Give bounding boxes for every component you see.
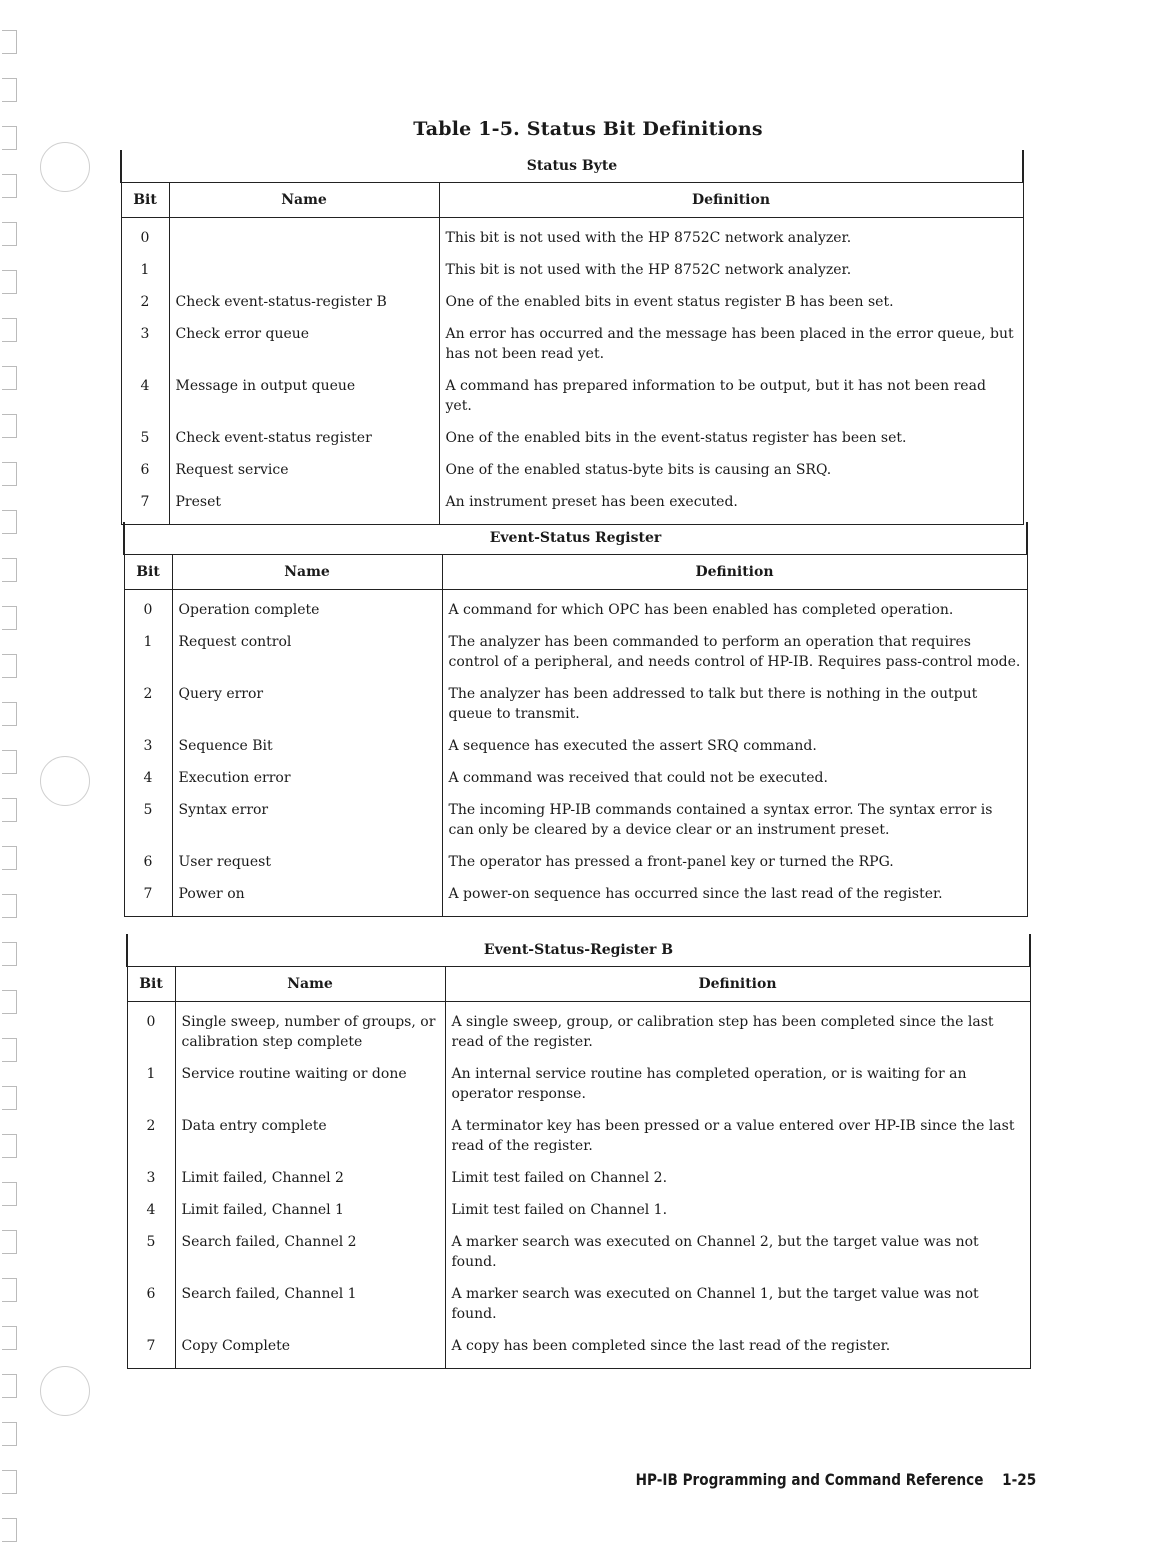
definition-cell: An error has occurred and the message has been placed in the error queue, but has not been read yet. <box>439 324 1023 376</box>
binding-mark <box>2 1038 17 1062</box>
column-header-definition: Definition <box>439 183 1023 218</box>
definition-cell: An instrument preset has been executed. <box>439 492 1023 525</box>
table-row <box>121 376 1023 428</box>
binding-mark <box>2 414 17 438</box>
name-cell: Check error queue <box>169 324 439 376</box>
definition-cell: A copy has been completed since the last read of the register. <box>445 1336 1030 1369</box>
section-heading: Event-Status Register <box>124 522 1027 555</box>
bit-cell: 2 <box>127 1116 175 1168</box>
binding-mark <box>2 1518 17 1542</box>
binding-mark <box>2 1134 17 1158</box>
table-row <box>127 1002 1030 1065</box>
table-row <box>127 1232 1030 1284</box>
table-row <box>124 852 1027 884</box>
bit-cell: 7 <box>127 1336 175 1369</box>
binding-mark <box>2 1182 17 1206</box>
binding-mark <box>2 1278 17 1302</box>
definition-cell: A sequence has executed the assert SRQ command. <box>442 736 1027 768</box>
bit-cell: 2 <box>124 684 172 736</box>
binding-mark <box>2 1086 17 1110</box>
definition-cell: The operator has pressed a front-panel key or turned the RPG. <box>442 852 1027 884</box>
table-row <box>127 1284 1030 1336</box>
name-cell: Search failed, Channel 2 <box>175 1232 445 1284</box>
bit-cell: 0 <box>124 590 172 633</box>
column-header-bit: Bit <box>121 183 169 218</box>
name-cell: Limit failed, Channel 2 <box>175 1168 445 1200</box>
bit-cell: 3 <box>124 736 172 768</box>
definition-cell: One of the enabled bits in the event-status register has been set. <box>439 428 1023 460</box>
name-cell: Request service <box>169 460 439 492</box>
table-row <box>127 1168 1030 1200</box>
binding-mark <box>2 1374 17 1398</box>
table-row <box>127 1200 1030 1232</box>
event-status-register-b-table <box>126 934 1031 1369</box>
column-header-name: Name <box>172 555 442 590</box>
definition-cell: One of the enabled bits in event status register B has been set. <box>439 292 1023 324</box>
name-cell: Search failed, Channel 1 <box>175 1284 445 1336</box>
bit-cell: 1 <box>124 632 172 684</box>
binding-mark <box>2 462 17 486</box>
name-cell <box>169 218 439 261</box>
table-row <box>124 768 1027 800</box>
definition-cell: The analyzer has been addressed to talk but there is nothing in the output queue to transmit. <box>442 684 1027 736</box>
bit-cell: 6 <box>127 1284 175 1336</box>
table-row <box>121 428 1023 460</box>
bit-cell: 7 <box>124 884 172 917</box>
bit-cell: 5 <box>127 1232 175 1284</box>
definition-cell: A marker search was executed on Channel 1, but the target value was not found. <box>445 1284 1030 1336</box>
table-row <box>127 1116 1030 1168</box>
definition-cell: Limit test failed on Channel 2. <box>445 1168 1030 1200</box>
bit-cell: 6 <box>124 852 172 884</box>
table-row <box>121 460 1023 492</box>
column-header-name: Name <box>169 183 439 218</box>
binding-mark <box>2 366 17 390</box>
column-header-bit: Bit <box>124 555 172 590</box>
name-cell: Syntax error <box>172 800 442 852</box>
name-cell: Single sweep, number of groups, or calibration step complete <box>175 1002 445 1065</box>
binding-mark <box>2 1470 17 1494</box>
name-cell: Execution error <box>172 768 442 800</box>
table-row <box>127 1064 1030 1116</box>
table-row <box>121 324 1023 376</box>
table-row <box>121 218 1023 261</box>
definition-cell: Limit test failed on Channel 1. <box>445 1200 1030 1232</box>
bit-cell: 4 <box>121 376 169 428</box>
table-row <box>121 492 1023 525</box>
table-row <box>124 884 1027 917</box>
name-cell: Data entry complete <box>175 1116 445 1168</box>
name-cell: Preset <box>169 492 439 525</box>
binding-mark <box>2 1422 17 1446</box>
table-row <box>124 632 1027 684</box>
bit-cell: 5 <box>121 428 169 460</box>
definition-cell: A command for which OPC has been enabled has completed operation. <box>442 590 1027 633</box>
name-cell: Copy Complete <box>175 1336 445 1369</box>
definition-cell: A terminator key has been pressed or a value entered over HP-IB since the last read of the register. <box>445 1116 1030 1168</box>
binding-mark <box>2 846 17 870</box>
binding-mark <box>2 174 17 198</box>
section-heading: Event-Status-Register B <box>127 934 1030 967</box>
table-row <box>124 684 1027 736</box>
table-row <box>124 590 1027 633</box>
name-cell: User request <box>172 852 442 884</box>
punch-hole <box>40 1366 90 1416</box>
table-row <box>121 292 1023 324</box>
binding-mark <box>2 798 17 822</box>
column-header-definition: Definition <box>442 555 1027 590</box>
bit-cell: 5 <box>124 800 172 852</box>
name-cell: Limit failed, Channel 1 <box>175 1200 445 1232</box>
bit-cell: 3 <box>127 1168 175 1200</box>
column-header-name: Name <box>175 967 445 1002</box>
name-cell: Check event-status register <box>169 428 439 460</box>
binding-mark <box>2 78 17 102</box>
name-cell: Service routine waiting or done <box>175 1064 445 1116</box>
column-header-bit: Bit <box>127 967 175 1002</box>
binding-mark <box>2 894 17 918</box>
binding-mark <box>2 1230 17 1254</box>
definition-cell: This bit is not used with the HP 8752C network analyzer. <box>439 260 1023 292</box>
binding-mark <box>2 654 17 678</box>
table-row <box>121 260 1023 292</box>
definition-cell: A command was received that could not be executed. <box>442 768 1027 800</box>
punch-hole <box>40 756 90 806</box>
binding-mark <box>2 942 17 966</box>
name-cell: Check event-status-register B <box>169 292 439 324</box>
event-status-register-table <box>123 522 1028 917</box>
section-heading: Status Byte <box>121 150 1023 183</box>
bit-cell: 4 <box>124 768 172 800</box>
bit-cell: 2 <box>121 292 169 324</box>
definition-cell: A single sweep, group, or calibration step has been completed since the last read of the register. <box>445 1002 1030 1065</box>
bit-cell: 0 <box>121 218 169 261</box>
binding-mark <box>2 990 17 1014</box>
definition-cell: A command has prepared information to be output, but it has not been read yet. <box>439 376 1023 428</box>
bit-cell: 6 <box>121 460 169 492</box>
binding-mark <box>2 30 17 54</box>
name-cell: Power on <box>172 884 442 917</box>
binding-mark <box>2 318 17 342</box>
footer-title: HP-IB Programming and Command Reference <box>635 1470 984 1489</box>
bit-cell: 3 <box>121 324 169 376</box>
binding-mark <box>2 270 17 294</box>
bit-cell: 7 <box>121 492 169 525</box>
status-byte-table <box>120 150 1024 525</box>
table-row <box>124 800 1027 852</box>
definition-cell: The incoming HP-IB commands contained a syntax error. The syntax error is can only be cleared by a device clear or an instrument preset. <box>442 800 1027 852</box>
name-cell: Request control <box>172 632 442 684</box>
binding-mark <box>2 750 17 774</box>
bit-cell: 1 <box>121 260 169 292</box>
column-header-definition: Definition <box>445 967 1030 1002</box>
bit-cell: 0 <box>127 1002 175 1065</box>
definition-cell: The analyzer has been commanded to perform an operation that requires control of a peripheral, and needs control of HP-IB. Requires pass-control mode. <box>442 632 1027 684</box>
binding-mark <box>2 1326 17 1350</box>
bit-cell: 1 <box>127 1064 175 1116</box>
name-cell <box>169 260 439 292</box>
name-cell: Query error <box>172 684 442 736</box>
definition-cell: One of the enabled status-byte bits is causing an SRQ. <box>439 460 1023 492</box>
punch-hole <box>40 142 90 192</box>
definition-cell: A marker search was executed on Channel 2, but the target value was not found. <box>445 1232 1030 1284</box>
name-cell: Message in output queue <box>169 376 439 428</box>
name-cell: Sequence Bit <box>172 736 442 768</box>
page-footer <box>635 1470 1036 1489</box>
table-row <box>127 1336 1030 1369</box>
binding-mark <box>2 606 17 630</box>
definition-cell: This bit is not used with the HP 8752C network analyzer. <box>439 218 1023 261</box>
binding-mark <box>2 702 17 726</box>
bit-cell: 4 <box>127 1200 175 1232</box>
binding-mark <box>2 510 17 534</box>
definition-cell: An internal service routine has completed operation, or is waiting for an operator response. <box>445 1064 1030 1116</box>
table-title: Table 1-5. Status Bit Definitions <box>413 118 763 140</box>
binding-mark <box>2 222 17 246</box>
binding-mark <box>2 558 17 582</box>
page-number: 1-25 <box>1001 1470 1036 1489</box>
name-cell: Operation complete <box>172 590 442 633</box>
table-row <box>124 736 1027 768</box>
definition-cell: A power-on sequence has occurred since the last read of the register. <box>442 884 1027 917</box>
